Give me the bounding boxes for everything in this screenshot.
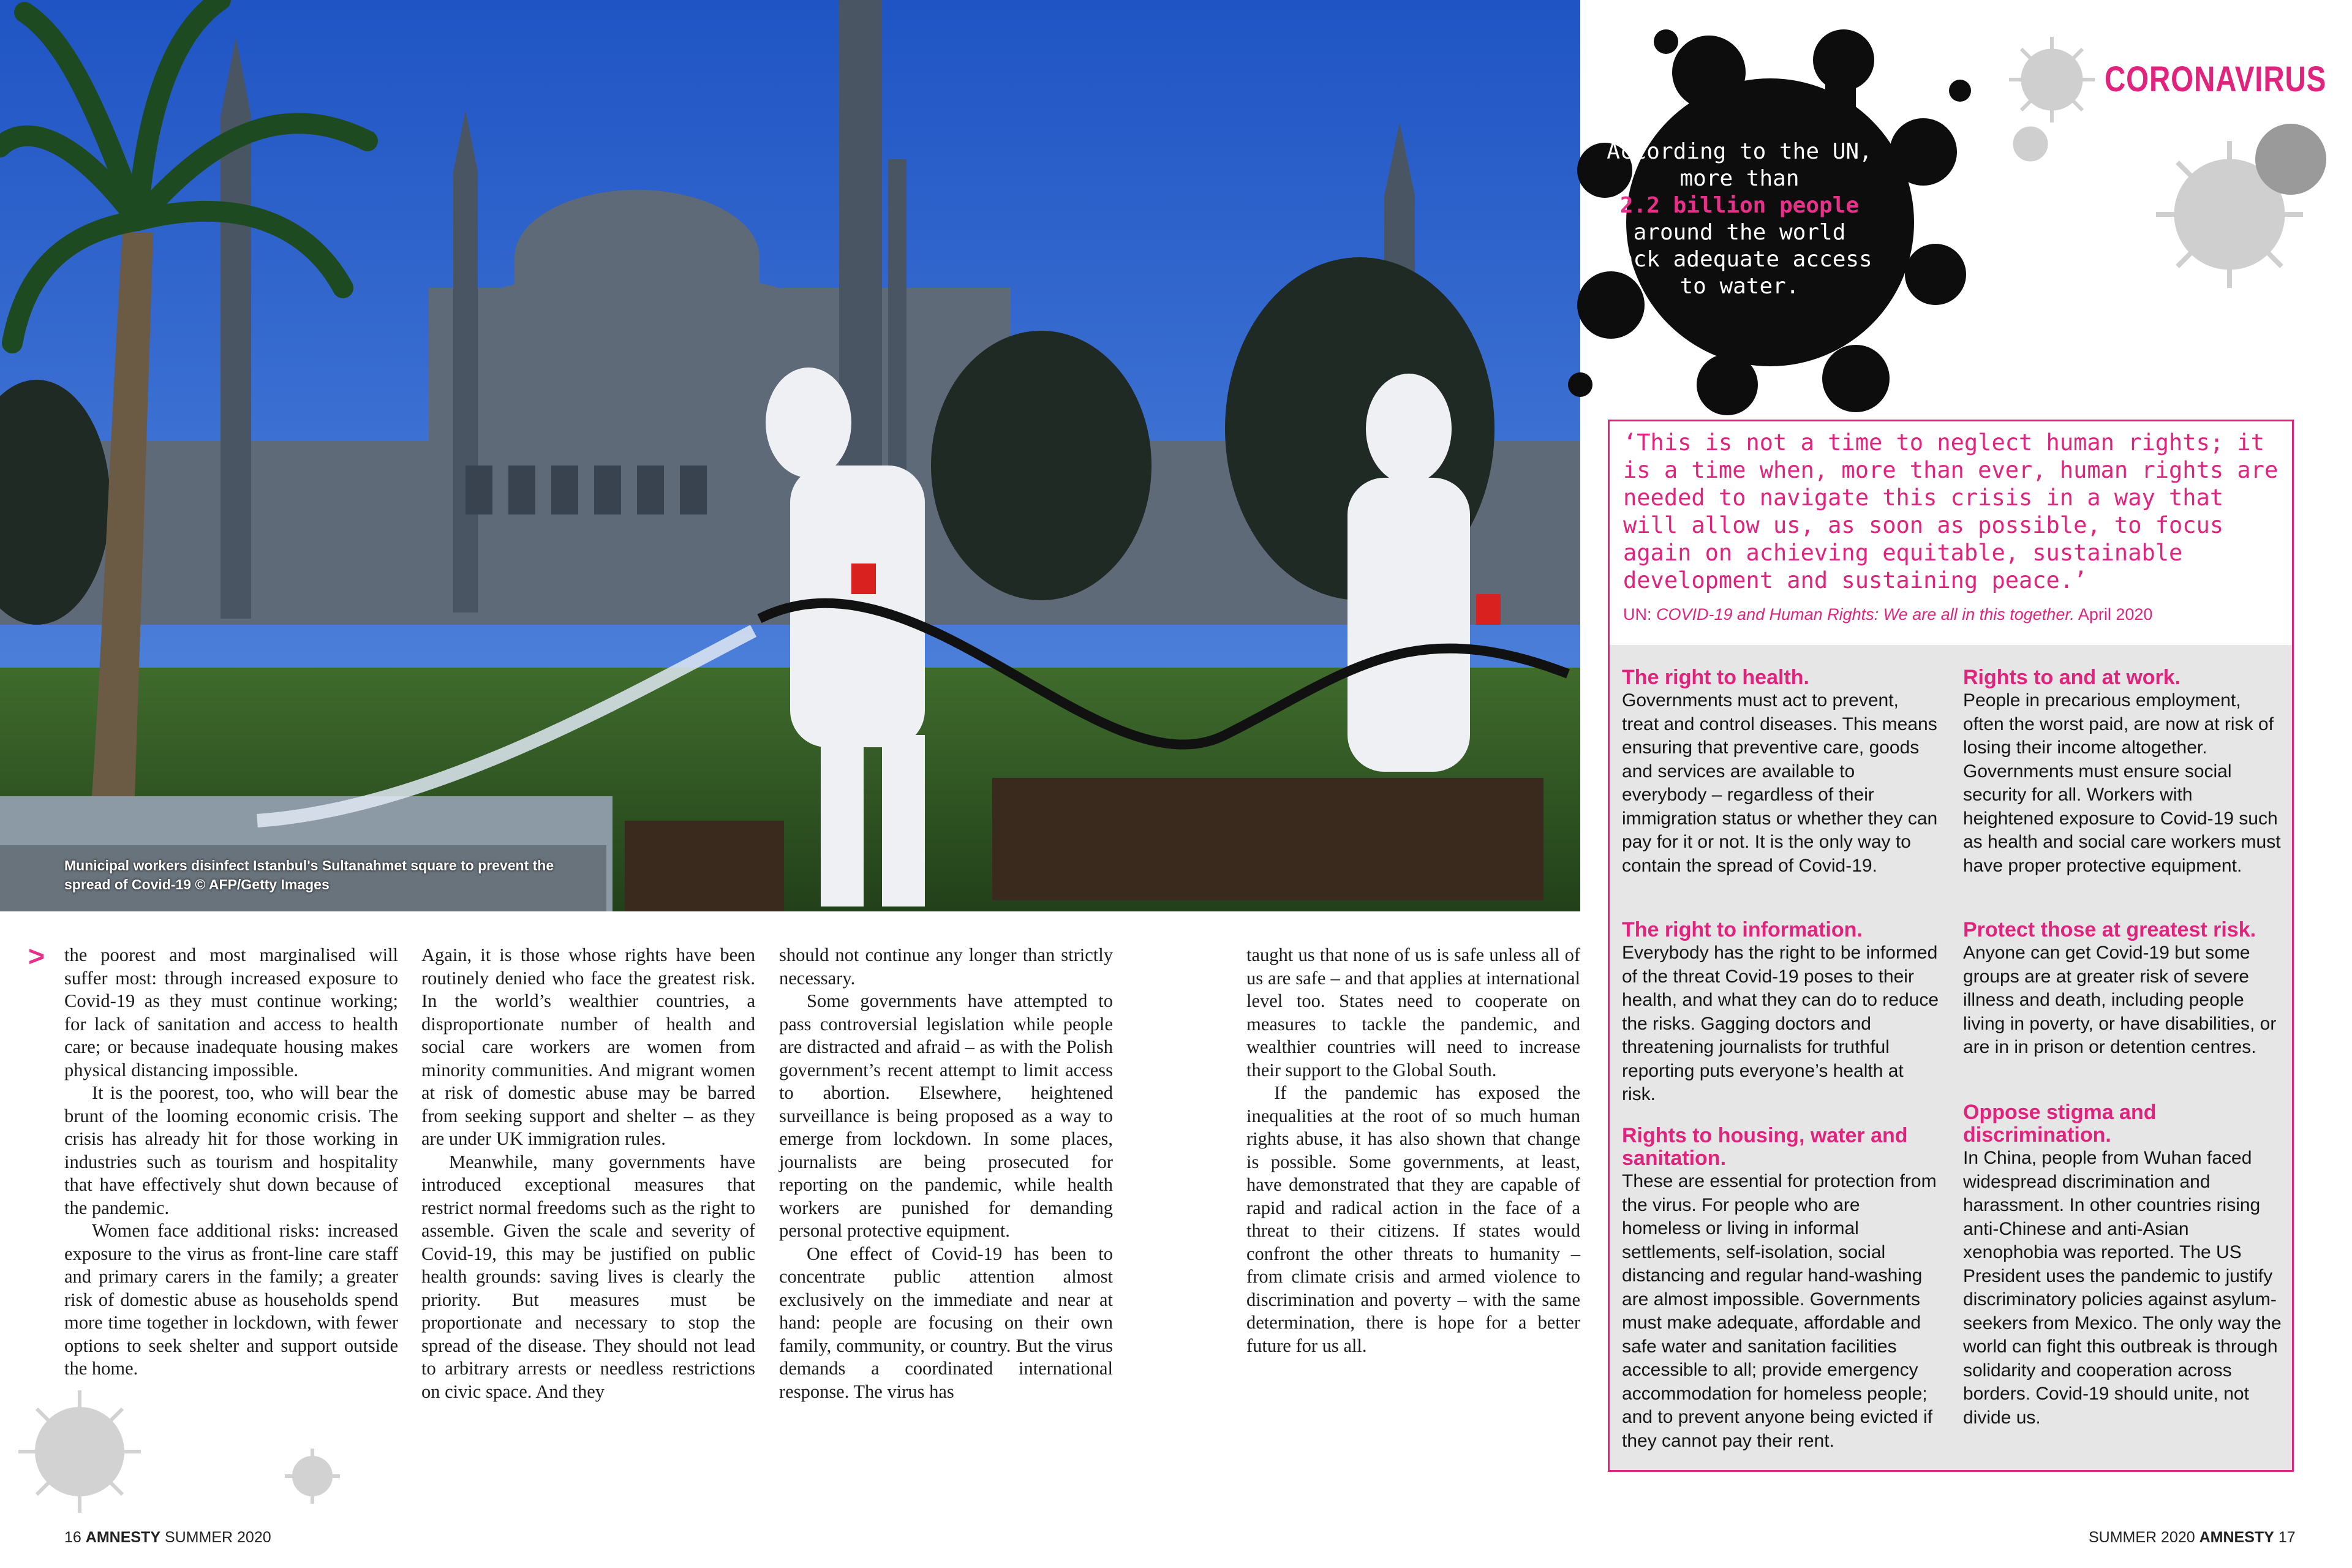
paragraph: It is the poorest, too, who will bear the brunt of the looming economic crisis. The crisis has already hit for those working in industries such as tourism and hospitality that have effectively shut down because of the pandemic.	[64, 1082, 398, 1218]
folio-left	[64, 1529, 271, 1547]
un-quote: ‘This is not a time to neglect human rights; it is a time when, more than ever, human rights are needed to navigate this crisis in a way that will allow us, as soon as possible, to focus again on achieving equitable, sustainable development and sustaining peace.’	[1623, 429, 2278, 594]
paragraph: Some governments have attempted to pass controversial legislation while people are distracted and afraid – as with the Polish government’s recent attempt to limit access to abortion. Elsewhere, heightened surveillance is being proposed as a way to emerge from lockdown. In some places, journalists are being prosecuted for reporting on the pandemic, while health workers are punished for demanding personal protective equipment.	[779, 990, 1113, 1241]
folio-page: 16	[64, 1529, 81, 1546]
attribution-prefix: UN:	[1623, 605, 1652, 624]
callout-highlight: 2.2 billion people	[1619, 193, 1860, 218]
right-body: Everybody has the right to be informed of the threat Covid-19 poses to their health, and what they can do to reduce the risks. Gagging doctors and threatening journalists for truthful reporting puts everyone’s health at risk.	[1622, 943, 1939, 1104]
right-title: Rights to and at work.	[1963, 666, 2181, 689]
folio-page: 17	[2278, 1529, 2296, 1546]
paragraph: Women face additional risks: increased exposure to the virus as front-line care staff and primary carers in the family; a greater risk of domestic abuse as households spend more time together in lockdown, with fewer options to seek shelter and support outside the home.	[64, 1220, 398, 1379]
quote-attribution	[1623, 605, 2285, 624]
body-column-2	[421, 944, 755, 1403]
rights-at-work	[1963, 666, 2282, 878]
folio-brand: AMNESTY	[2199, 1529, 2274, 1546]
hero-photo	[0, 0, 1580, 911]
paragraph: the poorest and most marginalised will suffer most: through increased exposure to Covid-19 as they must continue working; for lack of sanitation and access to health care; or because inadequate housing makes physical distancing impossible.	[64, 944, 398, 1080]
virus-icon	[12, 1384, 355, 1519]
right-title: The right to health.	[1622, 666, 1809, 689]
right-body: These are essential for protection from the virus. For people who are homeless or living in informal settlements, self-isolation, social distancing and regular hand-washing are almost impossible. Governments must make adequate, affordable and safe water and sanitation facilities accessible to all; provide emergency accommodation for homeless people; and to prevent anyone being evicted if they cannot pay their rent.	[1622, 1171, 1937, 1451]
water-access-callout	[1605, 138, 1874, 300]
attribution-date: April 2020	[2078, 605, 2153, 624]
folio-right	[2089, 1529, 2296, 1547]
right-to-health	[1622, 666, 1940, 878]
right-body: Governments must act to prevent, treat and control diseases. This means ensuring that preventive care, goods and services are available to everybody – regardless of their immigration status or whether they can pay for it or not. It is the only way to contain the spread of Covid-19.	[1622, 690, 1938, 876]
right-title: Oppose stigma and discrimination.	[1963, 1101, 2157, 1147]
right-title: The right to information.	[1622, 918, 1863, 941]
paragraph: Again, it is those whose rights have been routinely denied who face the greatest risk. In the world’s wealthier countries, a disproportionate number of health and social care workers are women from minority communities. And migrant women at risk of domestic abuse may be barred from seeking support and shelter – as they are under UK immigration rules.	[421, 944, 755, 1149]
body-column-1	[64, 944, 398, 1381]
paragraph: taught us that none of us is safe unless all of us are safe – and that applies at international level too. States need to cooperate on measures to tackle the pandemic, and wealthier countries will need to increase their support to the Global South.	[1246, 944, 1580, 1080]
right-title: Protect those at greatest risk.	[1963, 918, 2256, 941]
paragraph: One effect of Covid-19 has been to concentrate public attention almost exclusively on the immediate and near at hand: people are focusing on their own family, community, or country. But the virus demands a coordinated international response. The virus has	[779, 1243, 1113, 1402]
continued-chevron-icon: >	[28, 940, 45, 972]
right-body: Anyone can get Covid-19 but some groups are at greater risk of severe illness and death, including people living in poverty, or have disabilities, or are in in prison or detention centres.	[1963, 943, 2277, 1057]
oppose-stigma	[1963, 1101, 2282, 1430]
paragraph: should not continue any longer than strictly necessary.	[779, 944, 1113, 989]
attribution-title: COVID-19 and Human Rights: We are all in this together.	[1656, 605, 2075, 624]
folio-issue: SUMMER 2020	[2089, 1529, 2195, 1546]
protect-at-risk	[1963, 919, 2282, 1060]
right-body: In China, people from Wuhan faced widespread discrimination and harassment. In other countries rising anti-Chinese and anti-Asian xenophobia was reported. The US President uses the pandemic to justify discriminatory policies against asylum-seekers from Mexico. The only way the world can fight this outbreak is through solidarity and cooperation across borders. Covid-19 should unite, not divide us.	[1963, 1148, 2282, 1428]
right-to-housing	[1622, 1125, 1940, 1453]
body-column-3	[779, 944, 1113, 1403]
callout-after: around the world lack adequate access to water.	[1607, 220, 1872, 299]
body-column-4	[1246, 944, 1580, 1357]
right-title: Rights to housing, water and sanitation.	[1622, 1124, 1908, 1170]
right-to-information	[1622, 919, 1940, 1107]
mosque-square-photo	[0, 0, 1580, 911]
folio-brand: AMNESTY	[85, 1529, 160, 1546]
photo-caption: Municipal workers disinfect Istanbul's Sultanahmet square to prevent the spread of Covid-19 © AFP/Getty Images	[64, 858, 554, 892]
paragraph: Meanwhile, many governments have introduced exceptional measures that restrict normal freedoms such as the right to assemble. Given the scale and severity of Covid-19, this may be justified on public health grounds: saving lives is clearly the priority. But measures must be proportionate and necessary to stop the spread of the disease. They should not lead to arbitrary arrests or needless restrictions on civic space. And they	[421, 1151, 755, 1402]
callout-before: According to the UN, more than	[1607, 139, 1872, 191]
section-label: CORONAVIRUS	[2105, 59, 2327, 99]
right-body: People in precarious employment, often the worst paid, are now at risk of losing their income altogether. Governments must ensure social security for all. Workers with heightened exposure to Covid-19 such as health and social care workers must have proper protective equipment.	[1963, 690, 2281, 876]
paragraph: If the pandemic has exposed the inequalities at the root of so much human rights abuse, it has also shown that change is possible. Some governments, at least, have demonstrated that they are capable of rapid and radical action in the face of a threat to their citizens. If states would confront the other threats to humanity – from climate crisis and armed violence to discrimination and poverty – with the same determination, there is hope for a better future for us all.	[1246, 1082, 1580, 1356]
folio-issue: SUMMER 2020	[164, 1529, 271, 1546]
